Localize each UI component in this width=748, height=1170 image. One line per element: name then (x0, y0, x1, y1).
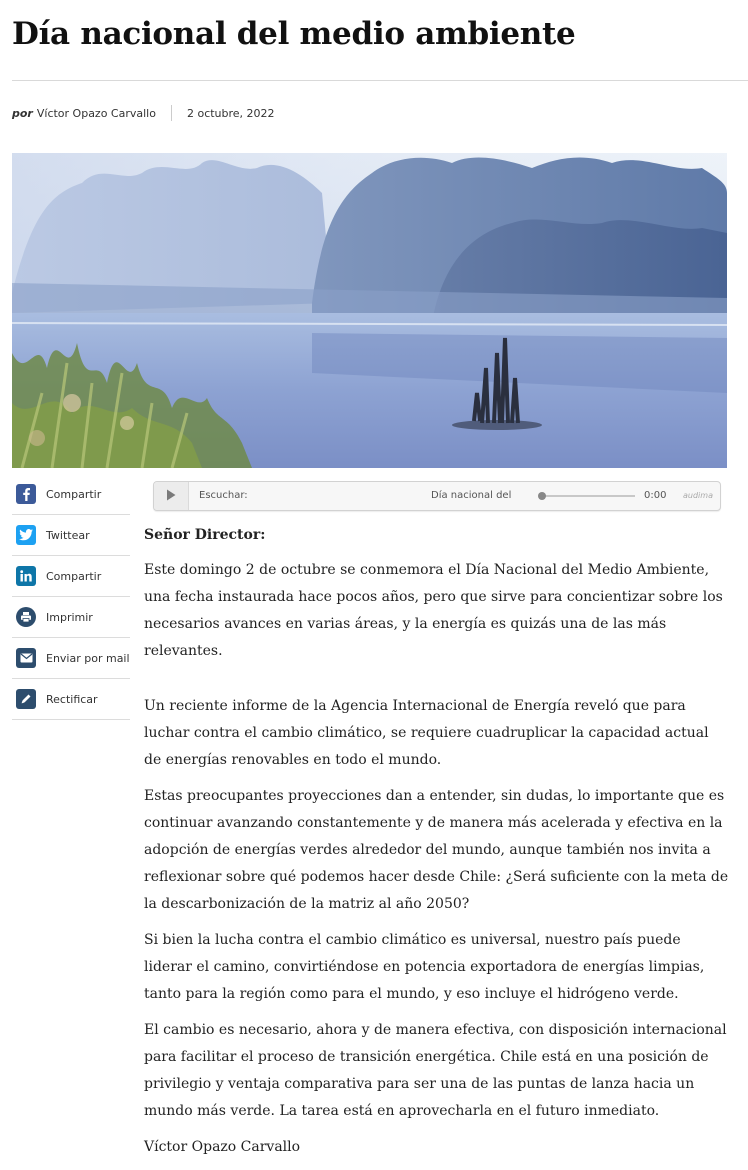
audio-progress-track[interactable] (540, 495, 635, 497)
paragraph: Estas preocupantes proyecciones dan a entender, sin dudas, lo importante que es continuar avanzando constantemente y de manera más acelerada y efectiva en la adopción de energías verdes alrededor del mundo, aunque también nos invita a reflexionar sobre qué podemos hacer desde Chile: ¿Será suficiente con la meta de la descarbonización de la matriz al año 2050? (144, 788, 729, 912)
mail-icon (16, 648, 36, 668)
paragraph: El cambio es necesario, ahora y de manera efectiva, con disposición internacional para facilitar el proceso de transición energética. Chile está en una posición de privilegio y ventaja comparativa para ser una de las puntas de lanza hacia un mundo más verde. La tarea está en aprovecharla en el futuro inmediato. (144, 1022, 727, 1119)
rectify-label: Rectificar (46, 692, 98, 706)
paragraph: Este domingo 2 de octubre se conmemora el Día Nacional del Medio Ambiente, una fecha instaurada hace pocos años, pero que sirve para concientizar sobre los necesarios avances en varias áreas, y la energía es quizás una de las más relevantes. (144, 562, 723, 659)
audio-progress-handle[interactable] (538, 492, 546, 500)
email-button[interactable] (12, 638, 130, 679)
salutation: Señor Director: (144, 527, 266, 543)
play-button[interactable] (154, 482, 189, 510)
byline (12, 103, 275, 123)
article-title: Día nacional del medio ambiente (12, 16, 576, 52)
byline-prefix: por (12, 106, 33, 120)
print-label: Imprimir (46, 610, 93, 624)
audio-player (153, 481, 721, 511)
article-body (144, 522, 729, 1170)
email-label: Enviar por mail (46, 651, 130, 665)
share-twitter-button[interactable] (12, 515, 130, 556)
paragraph: Un reciente informe de la Agencia Internacional de Energía reveló que para luchar contra el cambio climático, se requiere cuadruplicar la capacidad actual de energías renovables en todo el mundo. (144, 698, 709, 768)
publish-date: 2 octubre, 2022 (186, 106, 275, 120)
author-link[interactable]: Víctor Opazo Carvallo (36, 106, 156, 120)
print-icon (16, 607, 36, 627)
pencil-icon (16, 689, 36, 709)
listen-label: Escuchar: (199, 490, 248, 501)
print-button[interactable] (12, 597, 130, 638)
audio-title: Día nacional del (431, 490, 512, 501)
hero-image (12, 153, 727, 468)
share-sidebar (12, 474, 130, 720)
facebook-icon (16, 484, 36, 504)
twitter-icon (16, 525, 36, 545)
play-icon (166, 489, 176, 504)
share-facebook-label: Compartir (46, 487, 102, 501)
audio-time: 0:00 (644, 490, 667, 501)
share-facebook-button[interactable] (12, 474, 130, 515)
lake-landscape-image (12, 153, 727, 468)
audio-brand-logo: audima (683, 491, 713, 500)
paragraph: Si bien la lucha contra el cambio climático es universal, nuestro país puede liderar el camino, convirtiéndose en potencia exportadora de energías limpias, tanto para la región como para el mundo, y eso incluye el hidrógeno verde. (144, 932, 705, 1002)
share-twitter-label: Twittear (46, 528, 90, 542)
share-linkedin-label: Compartir (46, 569, 102, 583)
rectify-button[interactable] (12, 679, 130, 720)
title-divider (12, 80, 748, 81)
byline-separator (171, 105, 172, 121)
share-linkedin-button[interactable] (12, 556, 130, 597)
linkedin-icon (16, 566, 36, 586)
signature: Víctor Opazo Carvallo (144, 1139, 301, 1155)
